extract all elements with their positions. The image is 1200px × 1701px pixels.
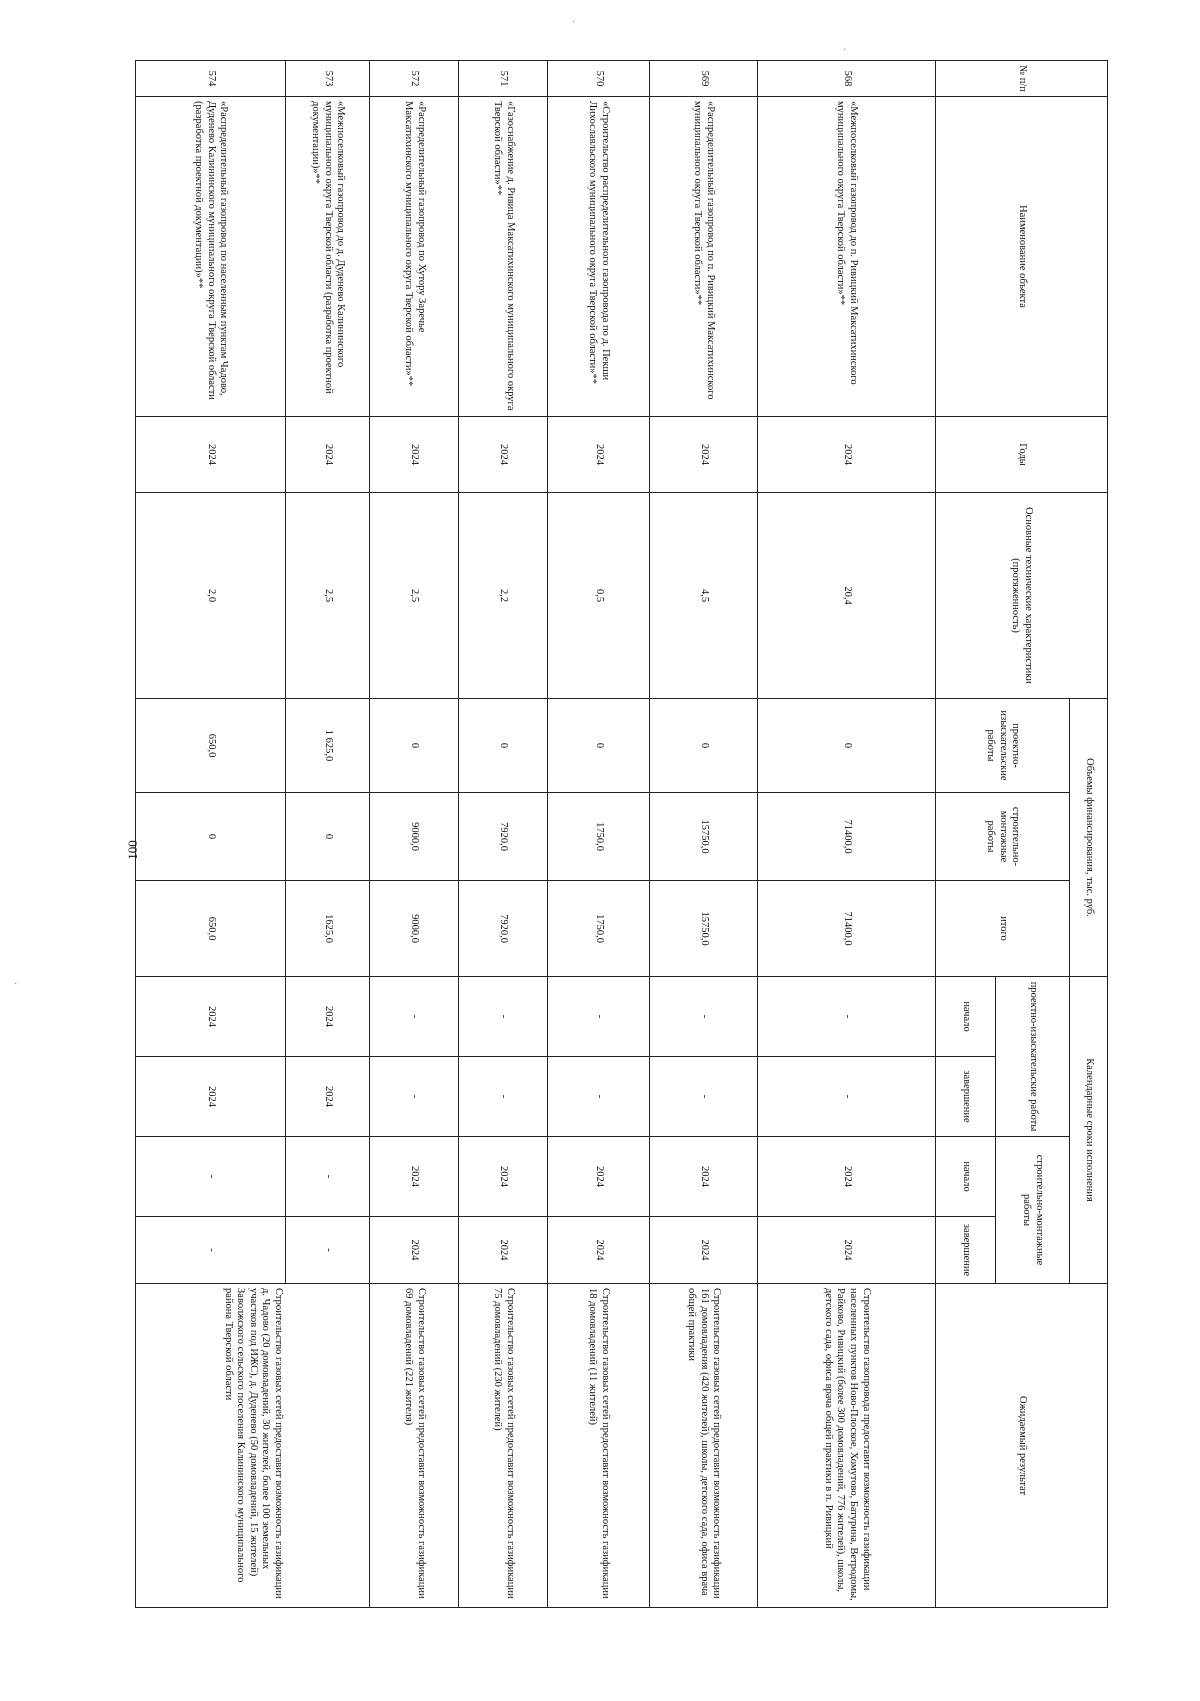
header-num: № п/п bbox=[936, 61, 1108, 97]
row-fin-design: 1 625,0 bbox=[286, 699, 370, 793]
row-num: 569 bbox=[650, 61, 758, 97]
object-name: «Газоснабжение д. Ривица Максатихинского муниципального округа Тверской области»** bbox=[459, 97, 548, 417]
row-design-start: - bbox=[650, 977, 758, 1057]
row-design-end: - bbox=[758, 1057, 936, 1137]
header-build-end: завершение bbox=[936, 1217, 996, 1284]
row-result: Строительство газовых сетей предоставит возможность газификации 18 домовладений (11 жителей) bbox=[548, 1284, 650, 1608]
row-build-end: 2024 bbox=[459, 1217, 548, 1284]
row-build-end: 2024 bbox=[548, 1217, 650, 1284]
row-fin-build: 0 bbox=[286, 793, 370, 881]
scan-speck: · bbox=[546, 775, 550, 786]
row-build-end: - bbox=[286, 1217, 370, 1284]
row-build-end: 2024 bbox=[370, 1217, 459, 1284]
row-build-start: 2024 bbox=[650, 1137, 758, 1217]
object-name: «Распределительный газопровод по п. Ривицкий Максатихинского муниципального округа Тверской области»** bbox=[650, 97, 758, 417]
header-design-end: завершение bbox=[936, 1057, 996, 1137]
header-schedule-build: строительно-монтажные работы bbox=[996, 1137, 1070, 1284]
row-year: 2024 bbox=[459, 417, 548, 493]
row-length: 4,5 bbox=[650, 493, 758, 699]
header-financing-build: строительно-монтажные работы bbox=[936, 793, 1070, 881]
row-fin-build: 9000,0 bbox=[370, 793, 459, 881]
row-build-start: 2024 bbox=[758, 1137, 936, 1217]
table-row bbox=[370, 61, 459, 1608]
row-fin-design: 0 bbox=[459, 699, 548, 793]
row-num: 573 bbox=[286, 61, 370, 97]
row-build-start: 2024 bbox=[548, 1137, 650, 1217]
row-design-end: 2024 bbox=[286, 1057, 370, 1137]
row-fin-design: 650,0 bbox=[136, 699, 286, 793]
row-fin-total: 650,0 bbox=[136, 881, 286, 977]
header-tech-characteristics: Основные технические характеристики (протяженность) bbox=[936, 493, 1108, 699]
header-name: Наименование объекта bbox=[936, 97, 1108, 417]
row-year: 2024 bbox=[136, 417, 286, 493]
row-result: Строительство газовых сетей предоставит возможность газификации 75 домовладений (230 жителей) bbox=[459, 1284, 548, 1608]
row-fin-design: 0 bbox=[758, 699, 936, 793]
row-build-end: - bbox=[136, 1217, 286, 1284]
row-result: Строительство газовых сетей предоставит возможность газификации 69 домовладений (221 жителя) bbox=[370, 1284, 459, 1608]
row-length: 2,0 bbox=[136, 493, 286, 699]
row-fin-total: 9000,0 bbox=[370, 881, 459, 977]
row-length: 2,5 bbox=[286, 493, 370, 699]
table-row bbox=[548, 61, 650, 1608]
header-build-start: начало bbox=[936, 1137, 996, 1217]
page-number: 100 bbox=[125, 840, 140, 860]
row-length: 0,5 bbox=[548, 493, 650, 699]
row-fin-total: 1625,0 bbox=[286, 881, 370, 977]
table-row bbox=[286, 61, 370, 1608]
header-schedule-group: Календарные сроки исполнения bbox=[1070, 977, 1108, 1284]
gasification-objects-table bbox=[135, 60, 1108, 1608]
object-name: «Межпоселковый газопровод до д. Дуденево Калининского муниципального округа Тверской области (разработка проектной документации)»** bbox=[286, 97, 370, 417]
row-design-start: 2024 bbox=[286, 977, 370, 1057]
row-result: Строительство газовых сетей предоставит возможность газификации 161 домовладения (420 жителей), школы, детского сада, офиса врача общей практики bbox=[650, 1284, 758, 1608]
row-design-end: - bbox=[459, 1057, 548, 1137]
row-fin-design: 0 bbox=[650, 699, 758, 793]
row-design-end: - bbox=[548, 1057, 650, 1137]
row-result: Строительство газопровода предоставит возможность газификации населенных пунктов Ново-Плоское, Хомутово, Батурина, Ветродомы, Райково, Ривицкий (более 300 домовладений, 776 жителей), школы, детского сада, офиса врача общей практики в п. Ривицкий bbox=[758, 1284, 936, 1608]
row-fin-build: 7920,0 bbox=[459, 793, 548, 881]
row-design-end: - bbox=[370, 1057, 459, 1137]
row-build-start: - bbox=[286, 1137, 370, 1217]
row-year: 2024 bbox=[548, 417, 650, 493]
row-build-start: 2024 bbox=[459, 1137, 548, 1217]
row-fin-design: 0 bbox=[548, 699, 650, 793]
row-design-start: - bbox=[370, 977, 459, 1057]
scan-speck: · bbox=[572, 17, 576, 28]
row-design-start: - bbox=[758, 977, 936, 1057]
object-name: «Распределительный газопровод по населенным пунктам Чадово, Дуденево Калининского муниципального округа Тверской области (разработка проектной документации)»** bbox=[136, 97, 286, 417]
row-fin-build: 0 bbox=[136, 793, 286, 881]
table-row bbox=[459, 61, 548, 1608]
object-name: «Строительство распределительного газопровода по д. Пекши Лихославльского муниципального округа Тверской области»** bbox=[548, 97, 650, 417]
row-num: 570 bbox=[548, 61, 650, 97]
row-design-end: 2024 bbox=[136, 1057, 286, 1137]
row-build-end: 2024 bbox=[650, 1217, 758, 1284]
row-fin-build: 71400,0 bbox=[758, 793, 936, 881]
row-design-start: 2024 bbox=[136, 977, 286, 1057]
row-design-start: - bbox=[548, 977, 650, 1057]
row-fin-total: 15750,0 bbox=[650, 881, 758, 977]
row-year: 2024 bbox=[650, 417, 758, 493]
row-length: 2,2 bbox=[459, 493, 548, 699]
row-fin-total: 1750,0 bbox=[548, 881, 650, 977]
row-num: 574 bbox=[136, 61, 286, 97]
row-year: 2024 bbox=[286, 417, 370, 493]
row-fin-total: 71400,0 bbox=[758, 881, 936, 977]
row-num: 572 bbox=[370, 61, 459, 97]
rotated-table-wrapper bbox=[136, 60, 1108, 1607]
header-design-start: начало bbox=[936, 977, 996, 1057]
row-build-start: 2024 bbox=[370, 1137, 459, 1217]
scan-speck: · bbox=[843, 45, 847, 56]
table-row bbox=[758, 61, 936, 1608]
header-years: Годы bbox=[936, 417, 1108, 493]
row-year: 2024 bbox=[370, 417, 459, 493]
row-num: 571 bbox=[459, 61, 548, 97]
row-num: 568 bbox=[758, 61, 936, 97]
row-fin-build: 1750,0 bbox=[548, 793, 650, 881]
row-fin-design: 0 bbox=[370, 699, 459, 793]
header-schedule-design: проектно-изыскательские работы bbox=[996, 977, 1070, 1137]
row-year: 2024 bbox=[758, 417, 936, 493]
row-build-start: - bbox=[136, 1137, 286, 1217]
row-length: 20,4 bbox=[758, 493, 936, 699]
row-fin-build: 15750,0 bbox=[650, 793, 758, 881]
header-row-1 bbox=[1070, 61, 1108, 1608]
row-result: Строительство газовых сетей предоставит возможность газификации д. Чадово (20 домовладений, 30 жителей, более 100 земельных участков под ИЖС), д. Дуденево (50 домовладений, 15 жителей) Заволжского сельского поселения Калининского муниципального района Тверской области bbox=[136, 1284, 370, 1608]
scan-speck: · bbox=[14, 979, 18, 990]
row-fin-total: 7920,0 bbox=[459, 881, 548, 977]
header-financing-design: проектно-изыскательские работы bbox=[936, 699, 1070, 793]
object-name: «Распределительный газопровод по Хутору Заречье Максатихинского муниципального округа Тверской области»** bbox=[370, 97, 459, 417]
object-name: «Межпоселковый газопровод до п. Ривицкий Максатихинского муниципального округа Тверской области»** bbox=[758, 97, 936, 417]
header-financing-total: итого bbox=[936, 881, 1070, 977]
row-design-start: - bbox=[459, 977, 548, 1057]
table-row bbox=[650, 61, 758, 1608]
header-financing-group: Объемы финансирования, тыс. руб. bbox=[1070, 699, 1108, 977]
row-length: 2,5 bbox=[370, 493, 459, 699]
row-build-end: 2024 bbox=[758, 1217, 936, 1284]
header-expected-result: Ожидаемый результат bbox=[936, 1284, 1108, 1608]
row-design-end: - bbox=[650, 1057, 758, 1137]
